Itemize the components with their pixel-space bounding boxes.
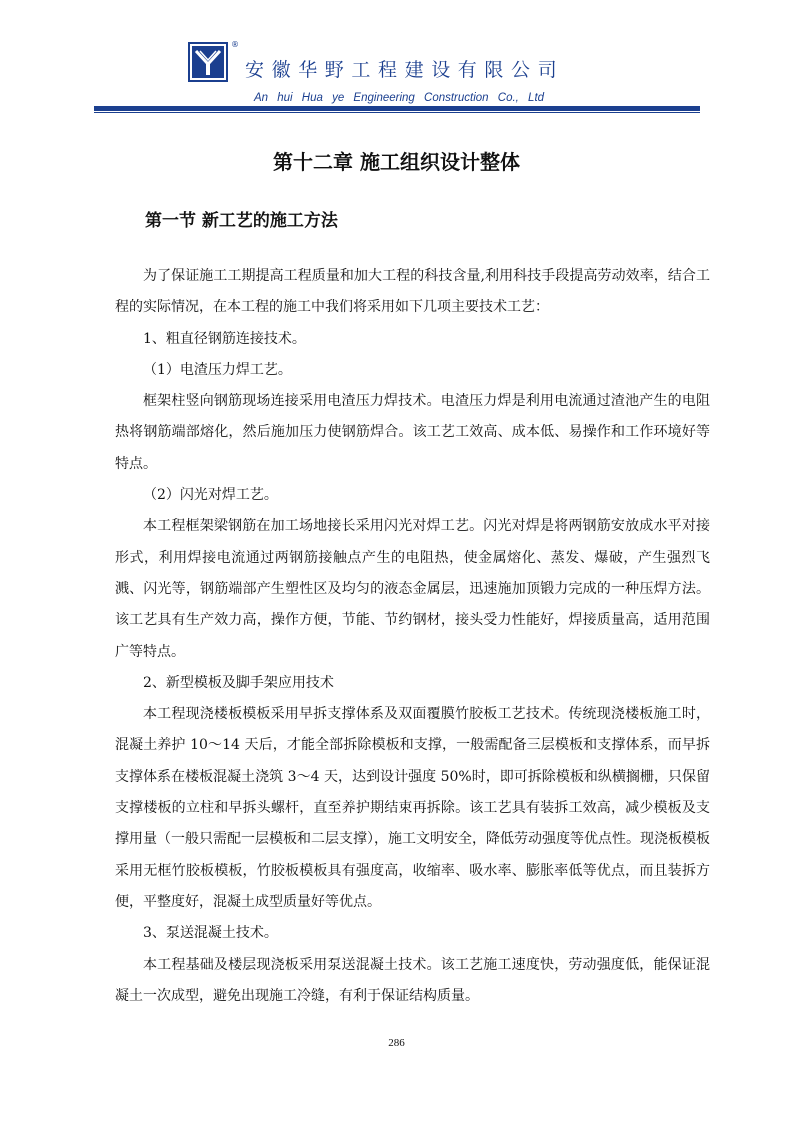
registered-mark: ® <box>231 40 239 49</box>
paragraph: 本工程框架梁钢筋在加工场地接长采用闪光对焊工艺。闪光对焊是将两钢筋安放成水平对接形式，利用焊接电流通过两钢筋接触点产生的电阻热，使金属熔化、蒸发、爆破，产生强烈飞溅、闪光等，钢筋端部产生塑性区及均匀的液态金属层，迅速施加顶锻力完成的一种压焊方法。该工艺具有生产效力高，操作方便，节能、节约钢材，接头受力性能好，焊接质量高，适用范围广等特点。 <box>115 518 710 660</box>
company-logo-icon <box>188 42 228 82</box>
section-title: 第一节 新工艺的施工方法 <box>145 211 338 231</box>
body-text <box>115 261 710 1012</box>
paragraph: 2、新型模板及脚手架应用技术 <box>143 674 334 691</box>
company-name-en: An hui Hua ye Engineering Construction Co., Ltd <box>254 92 545 104</box>
chapter-title: 第十二章 施工组织设计整体 <box>273 150 520 174</box>
page-header <box>0 0 793 120</box>
paragraph: 1、粗直径钢筋连接技术。 <box>143 330 306 347</box>
paragraph: （2）闪光对焊工艺。 <box>143 487 278 504</box>
company-name-cn: 安徽华野工程建设有限公司 <box>245 59 565 81</box>
paragraph: 本工程现浇楼板模板采用早拆支撑体系及双面覆膜竹胶板工艺技术。传统现浇楼板施工时，混凝土养护 10～14 天后，才能全部拆除模板和支撑，一般需配备三层模板和支撑体系，而早拆支撑体系在楼板混凝土浇筑 3～4 天，达到设计强度 50%时，即可拆除模板和纵横搁栅，只保留支撑楼板的立柱和早拆头螺杆，直至养护期结束再拆除。该工艺具有装拆工效高，减少模板及支撑用量（一般只需配一层模板和二层支撑），施工文明安全，降低劳动强度等优点性。现浇板模板采用无框竹胶板模板，竹胶板模板具有强度高，收缩率、吸水率、膨胀率低等优点，而且装拆方便，平整度好，混凝土成型质量好等优点。 <box>115 706 710 910</box>
paragraph: 3、泵送混凝土技术。 <box>143 925 278 942</box>
paragraph: 为了保证施工工期提高工程质量和加大工程的科技含量,利用科技手段提高劳动效率，结合工程的实际情况，在本工程的施工中我们将采用如下几项主要技术工艺： <box>115 268 710 316</box>
paragraph: 本工程基础及楼层现浇板采用泵送混凝土技术。该工艺施工速度快，劳动强度低，能保证混凝土一次成型，避免出现施工冷缝，有利于保证结构质量。 <box>115 956 710 1004</box>
page-number: 286 <box>388 1037 405 1049</box>
header-rule-thin <box>94 112 700 113</box>
paragraph: （1）电渣压力焊工艺。 <box>143 361 292 378</box>
paragraph: 框架柱竖向钢筋现场连接采用电渣压力焊技术。电渣压力焊是利用电流通过渣池产生的电阻热将钢筋端部熔化，然后施加压力使钢筋焊合。该工艺工效高、成本低、易操作和工作环境好等特点。 <box>115 393 710 472</box>
header-rule-thick <box>94 106 700 111</box>
